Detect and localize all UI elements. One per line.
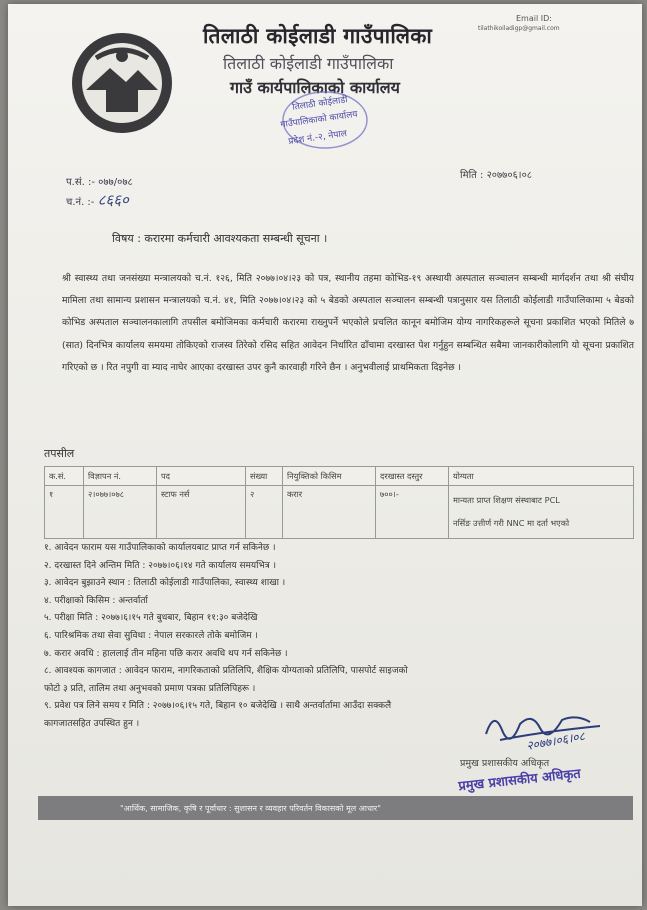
list-item: कागजातसहित उपस्थित हुन । bbox=[44, 718, 140, 729]
cn-label: च.नं. :- bbox=[66, 197, 95, 208]
vacancy-table bbox=[44, 466, 634, 539]
list-item: ३. आवेदन बुझाउने स्थान : तिलाठी कोईलाडी गाउँपालिका, स्वास्थ्य शाखा । bbox=[44, 578, 286, 589]
ps-value: ०७७/०७८ bbox=[98, 177, 133, 188]
table-row bbox=[45, 486, 634, 539]
list-item: ७. करार अवधि : हाललाई तीन महिना पछि करार अवधि थप गर्न सकिनेछ । bbox=[44, 648, 288, 659]
cell-sn: १ bbox=[45, 486, 84, 539]
cell-adv-no: २।०७७।०७८ bbox=[84, 486, 157, 539]
notice-document bbox=[8, 4, 642, 906]
office-name: गाउँ कार्यपालिकाको कार्यालय bbox=[230, 78, 400, 97]
cn-value: ८६६० bbox=[97, 191, 129, 209]
cell-qualification bbox=[449, 486, 634, 539]
qualification-line-2: नर्सिङ उत्तीर्ण गरी NNC मा दर्ता भएको bbox=[453, 518, 570, 528]
cell-appointment-type: करार bbox=[283, 486, 376, 539]
email-address: tilathikoiladigp@gmail.com bbox=[478, 25, 560, 32]
municipality-emblem-icon bbox=[66, 28, 178, 138]
list-item: ८. आवश्यक कागजात : आवेदन फाराम, नागरिकताको प्रतिलिपि, शैक्षिक योग्यताको प्रतिलिपि, पासपोर्ट साइजको bbox=[44, 666, 408, 677]
list-item: ६. पारिश्रमिक तथा सेवा सुविधा : नेपाल सरकारले तोके बमोजिम । bbox=[44, 630, 258, 641]
stamp-line-3: प्रदेश नं.-२, नेपाल bbox=[287, 128, 348, 148]
col-adv-no: विज्ञापन नं. bbox=[84, 467, 157, 486]
designation: प्रमुख प्रशासकीय अधिकृत bbox=[460, 758, 550, 769]
email-label: Email ID: bbox=[516, 14, 552, 23]
col-qualification: योग्यता bbox=[449, 467, 634, 486]
office-subtitle: तिलाठी कोईलाडी गाउँपालिका bbox=[223, 54, 394, 73]
designation-stamp: प्रमुख प्रशासकीय अधिकृत bbox=[457, 766, 582, 795]
col-post: पद bbox=[157, 467, 246, 486]
footer-slogan: "आर्थिक, सामाजिक, कृषि र पूर्वाधार : सुशासन र व्यवहार परिवर्तन विकासको मूल आधार" bbox=[120, 804, 381, 813]
office-stamp bbox=[270, 86, 380, 158]
cell-count: २ bbox=[246, 486, 283, 539]
qualification-line-1: मान्यता प्राप्त शिक्षण संस्थाबाट PCL bbox=[453, 495, 560, 505]
stamp-line-2: गाउँपालिकाको कार्यालय bbox=[279, 109, 359, 131]
list-item: ५. परीक्षा मिति : २०७७।६।१५ गते बुधबार, बिहान ११:३० बजेदेखि bbox=[44, 613, 258, 624]
cell-fee: ७००।- bbox=[376, 486, 449, 539]
signature-date: २०७७।०६।०८ bbox=[525, 728, 586, 754]
col-appointment-type: नियुक्तिको किसिम bbox=[283, 467, 376, 486]
ps-label: प.सं. :- bbox=[66, 177, 95, 188]
notice-body: श्री स्वास्थ्य तथा जनसंख्या मन्त्रालयको च.नं. १२६, मिति २०७७।०४।२३ को पत्र, स्थानीय तहमा कोभिड-१९ अस्थायी अस्पताल सञ्चालन सम्बन्धी मार्गदर्शन तथा श्री संघीय मामिला तथा सामान्य प्रशासन मन्त्रालयको च.नं. ४१, मिति २०७७।०४।२३ को ५ बेडको अस्पताल सञ्चालन सम्बन्धी पत्रानुसार यस तिलाठी कोईलाडी गाउँपालिकामा ५ बेडको कोभिड अस्पताल सञ्चालनकालागि तपसील बमोजिमका कर्मचारी करारमा राख्नुपर्ने भएकोले प्रचलित कानून बमोजिम योग्य नागरिकहरूले सूचना प्रकाशित भएको मितिले ७ (सात) दिनभित्र कार्यालय समयमा तोकिएको राजस्व तिरेको रसिद सहित आवेदन निर्धारित ढाँचामा दरखास्त पेश गर्नुहुन सम्बन्धित सबैमा जानकारीकोलागि यो सूचना प्रकाशित गरिएको छ । रित नपुगी वा म्याद नाघेर आएका दरखास्त उपर कुनै कारवाही गरिने छैन । अनुभवीलाई प्राथमिकता दिइनेछ । bbox=[62, 273, 634, 373]
list-item: ९. प्रवेश पत्र लिने समय र मिति : २०७७।०६।१५ गते, बिहान १० बजेदेखि । साथै अन्तर्वार्तामा आउँदा सक्कलै bbox=[44, 701, 392, 712]
list-item: ४. परीक्षाको किसिम : अन्तर्वार्ता bbox=[44, 595, 148, 606]
list-item: २. दरखास्त दिने अन्तिम मिति : २०७७।०६।१४ गते कार्यालय समयभित्र । bbox=[44, 560, 277, 571]
notice-date: मिति : २०७७०६।०८ bbox=[460, 170, 532, 181]
ref-cn bbox=[66, 190, 129, 210]
list-item: फोटो ३ प्रति, तालिम तथा अनुभवको प्रमाण पत्रका प्रतिलिपिहरू । bbox=[44, 683, 256, 694]
col-sn: क.सं. bbox=[45, 467, 84, 486]
list-item: १. आवेदन फाराम यस गाउँपालिकाको कार्यालयबाट प्राप्त गर्न सकिनेछ । bbox=[44, 543, 276, 553]
col-count: संख्या bbox=[246, 467, 283, 486]
cell-post: स्टाफ नर्स bbox=[157, 486, 246, 539]
stamp-line-1: तिलाठी कोईलाडी bbox=[291, 95, 349, 113]
ref-ps bbox=[66, 174, 133, 188]
col-fee: दरखास्त दस्तुर bbox=[376, 467, 449, 486]
details-label: तपसील bbox=[44, 447, 75, 460]
office-title: तिलाठी कोईलाडी गाउँपालिका bbox=[203, 24, 433, 48]
table-header-row bbox=[45, 467, 634, 486]
notice-subject: विषय : करारमा कर्मचारी आवश्यकता सम्बन्धी सूचना । bbox=[112, 232, 328, 245]
footer-slogan-bar bbox=[38, 796, 633, 820]
